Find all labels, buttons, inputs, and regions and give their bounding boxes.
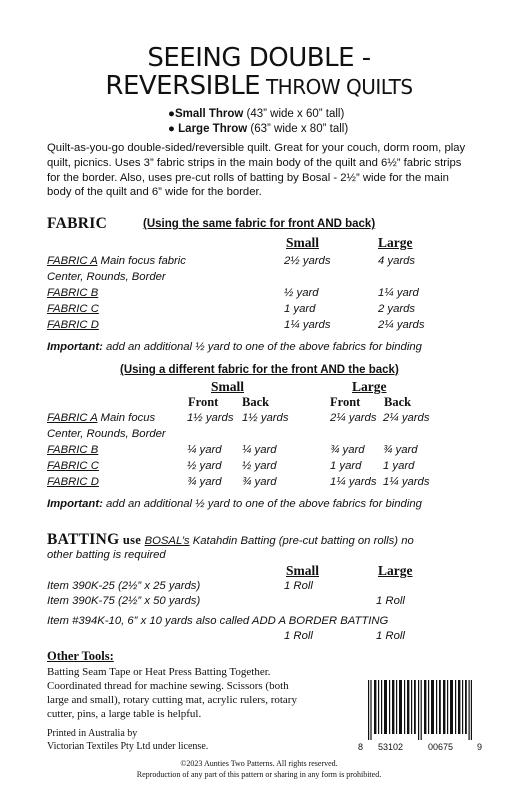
size-large-name: Large Throw [178, 123, 248, 135]
fabric2-large-front: Front [330, 395, 361, 409]
note-text: add an additional ½ yard to one of the above fabrics for binding [102, 498, 422, 510]
bullet: ● [168, 123, 179, 135]
row-large: 1¼ yard [378, 287, 419, 299]
row-small-back: ¾ yard [242, 476, 277, 488]
batting-item-2-large: 1 Roll [376, 595, 405, 607]
row-large-front: 1 yard [330, 460, 362, 472]
row-small: ½ yard [284, 287, 319, 299]
row-small-back: ¼ yard [242, 444, 277, 456]
note-important: Important: [47, 498, 103, 510]
barcode-digit-left: 8 [358, 742, 364, 752]
tools-line: cutter, pins, a large table is helpful. [47, 708, 202, 720]
size-small-name: Small Throw [174, 108, 244, 120]
fabric2-col-large: Large [352, 379, 387, 394]
row-large-front: ¾ yard [330, 444, 365, 456]
tools-line: Batting Seam Tape or Heat Press Batting Together. [47, 666, 271, 678]
batting-desc: Katahdin Batting (pre-cut batting on rolls) no [189, 535, 414, 547]
batting-border-small: 1 Roll [284, 630, 313, 642]
row-large-front: 1¼ yards [330, 476, 377, 488]
fabric1-col-small: Small [286, 235, 320, 250]
row-label: FABRIC C [47, 460, 99, 472]
fabric2-small-front: Front [188, 395, 219, 409]
batting-item-1-small: 1 Roll [284, 580, 313, 592]
row-large-back: ¾ yard [383, 444, 418, 456]
row-small-front: ¾ yard [187, 476, 222, 488]
row-label: FABRIC D [47, 319, 99, 331]
copyright-line-2: Reproduction of any part of this pattern or sharing in any form is prohibited. [136, 770, 382, 779]
row-small-back: ½ yard [242, 460, 277, 472]
title-line-2 [0, 72, 518, 101]
copyright-line-1: ©2023 Aunties Two Patterns. All rights reserved. [180, 759, 338, 768]
row-large-front: 2¼ yards [330, 412, 377, 424]
size-large-dims: (63” wide x 80” tall) [247, 123, 349, 135]
row-large: 4 yards [378, 255, 416, 267]
title-reversible: REVERSIBLE [105, 71, 261, 101]
tools-line: large and small), rotary cutting mat, acrylic rulers, rotary [47, 694, 297, 706]
row-large-back: 1¼ yards [383, 476, 430, 488]
fabric-different-subheading: (Using a different fabric for the front AND the back) [120, 364, 399, 376]
row-desc: Center, Rounds, Border [47, 428, 166, 440]
row-large-back: 2¼ yards [383, 412, 430, 424]
row-small-front: 1½ yards [187, 412, 234, 424]
batting-item-2: Item 390K-75 (2½” x 50 yards) [47, 595, 201, 607]
batting-border-item: Item #394K-10, 6” x 10 yards also called ADD A BORDER BATTING [47, 615, 389, 627]
row-large-back: 1 yard [383, 460, 415, 472]
printed-line-2: Victorian Textiles Pty Ltd under license. [47, 741, 209, 752]
row-label: FABRIC C [47, 303, 99, 315]
row-small: 1¼ yards [284, 319, 331, 331]
fabric-heading: FABRIC [47, 215, 108, 232]
batting-desc-2: other batting is required [47, 549, 166, 561]
barcode-digits-2: 00675 [428, 742, 454, 752]
batting-col-small: Small [286, 563, 320, 578]
fabric2-large-back: Back [384, 395, 412, 409]
batting-use: use [119, 533, 145, 547]
row-small-front: ¼ yard [187, 444, 222, 456]
row-label: FABRIC B [47, 444, 99, 456]
barcode-digit-right: 9 [477, 742, 483, 752]
batting-col-large: Large [378, 563, 413, 578]
row-label: FABRIC A [47, 412, 98, 424]
tools-line: Coordinated thread for machine sewing. Scissors (both [47, 680, 289, 692]
intro-paragraph: Quilt-as-you-go double-sided/reversible quilt. Great for your couch, dorm room, play quilt, picnics. Uses 3” fabric strips in the main body of the quilt and 6½” fabric strips for the border. Also, uses pre-cut rolls of batting by Bosal - 2½” wide for the main body of the quilt and 6” wide for the border. [47, 142, 466, 199]
row-large: 2¼ yards [378, 319, 425, 331]
batting-brand: BOSAL’s [144, 535, 190, 547]
batting-item-1: Item 390K-25 (2½” x 25 yards) [47, 580, 201, 592]
row-small: 2½ yards [284, 255, 331, 267]
table-row [47, 255, 186, 267]
title-throw-quilts: THROW QUILTS [260, 75, 413, 99]
printed-line-1: Printed in Australia by [47, 728, 138, 739]
row-label: FABRIC D [47, 476, 99, 488]
row-desc: Center, Rounds, Border [47, 271, 166, 283]
binding-note-2 [47, 498, 422, 510]
row-large: 2 yards [378, 303, 416, 315]
note-important: Important: [47, 341, 103, 353]
row-desc: Main focus fabric [97, 255, 186, 267]
fabric2-col-small: Small [211, 379, 245, 394]
binding-note-1 [47, 341, 422, 353]
size-large-line [168, 123, 348, 135]
batting-border-large: 1 Roll [376, 630, 405, 642]
table-row [47, 412, 155, 424]
row-desc: Main focus [97, 412, 156, 424]
row-small-back: 1½ yards [242, 412, 289, 424]
barcode-image [368, 680, 472, 740]
row-small-front: ½ yard [187, 460, 222, 472]
tools-heading: Other Tools: [47, 649, 114, 663]
fabric-same-subheading: (Using the same fabric for front AND back) [143, 218, 376, 230]
batting-heading: BATTING [47, 531, 120, 548]
title-line-1: SEEING DOUBLE - [147, 43, 371, 73]
note-text: add an additional ½ yard to one of the above fabrics for binding [102, 341, 422, 353]
fabric1-col-large: Large [378, 235, 413, 250]
row-label: FABRIC A [47, 255, 98, 267]
size-small-line [168, 108, 344, 120]
row-label: FABRIC B [47, 287, 99, 299]
batting-line [47, 531, 414, 549]
bullet: ● [168, 108, 175, 120]
size-small-dims: (43” wide x 60” tall) [243, 108, 345, 120]
fabric2-small-back: Back [242, 395, 270, 409]
row-small: 1 yard [284, 303, 316, 315]
barcode-digits-1: 53102 [378, 742, 404, 752]
